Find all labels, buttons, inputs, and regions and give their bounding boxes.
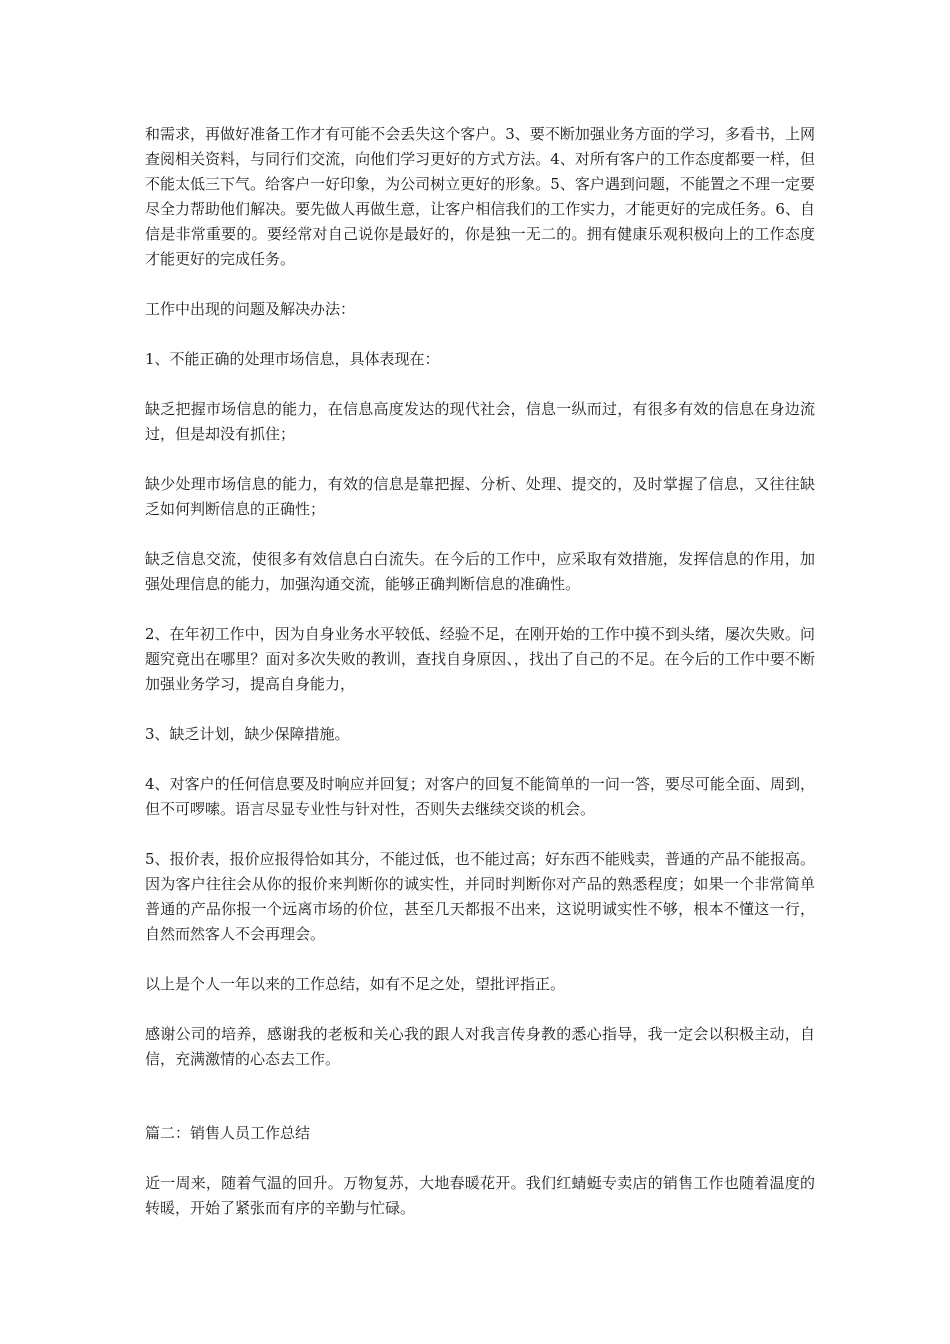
paragraph-problem-3: 3、缺乏计划，缺少保障措施。 bbox=[145, 725, 350, 743]
paragraph-summary: 以上是个人一年以来的工作总结，如有不足之处，望批评指正。 bbox=[145, 975, 566, 993]
paragraph-problem-1-detail-c: 缺乏信息交流，使很多有效信息白白流失。在今后的工作中，应采取有效措施，发挥信息的作用，加强处理信息的能力，加强沟通交流，能够正确判断信息的准确性。 bbox=[145, 550, 815, 593]
paragraph-thanks: 感谢公司的培养，感谢我的老板和关心我的跟人对我言传身教的悉心指导，我一定会以积极主动，自信，充满激情的心态去工作。 bbox=[145, 1025, 815, 1068]
document-body bbox=[145, 122, 815, 1246]
section-heading-part-two: 篇二：销售人员工作总结 bbox=[145, 1124, 311, 1142]
paragraph-problem-1: 1、不能正确的处理市场信息，具体表现在： bbox=[145, 350, 440, 368]
paragraph-part-two-intro: 近一周来，随着气温的回升。万物复苏，大地春暖花开。我们红蜻蜓专卖店的销售工作也随着温度的转暖，开始了紧张而有序的辛勤与忙碌。 bbox=[145, 1174, 815, 1217]
paragraph-problems-heading: 工作中出现的问题及解决办法： bbox=[145, 300, 356, 318]
paragraph-problem-4: 4、对客户的任何信息要及时响应并回复；对客户的回复不能简单的一问一答，要尽可能全面、周到，但不可啰嗦。语言尽显专业性与针对性，否则失去继续交谈的机会。 bbox=[145, 775, 815, 818]
paragraph-problem-2: 2、在年初工作中，因为自身业务水平较低、经验不足，在刚开始的工作中摸不到头绪，屡次失败。问题究竟出在哪里？面对多次失败的教训，查找自身原因、，找出了自己的不足。在今后的工作中要不断加强业务学习，提高自身能力， bbox=[145, 625, 815, 693]
paragraph-intro-continued: 和需求，再做好准备工作才有可能不会丢失这个客户。3、要不断加强业务方面的学习，多看书，上网查阅相关资料，与同行们交流，向他们学习更好的方式方法。4、对所有客户的工作态度都要一样，但不能太低三下气。给客户一好印象，为公司树立更好的形象。5、客户遇到问题，不能置之不理一定要尽全力帮助他们解决。要先做人再做生意，让客户相信我们的工作实力，才能更好的完成任务。6、自信是非常重要的。要经常对自己说你是最好的，你是独一无二的。拥有健康乐观积极向上的工作态度才能更好的完成任务。 bbox=[145, 125, 815, 268]
paragraph-problem-1-detail-b: 缺少处理市场信息的能力，有效的信息是靠把握、分析、处理、提交的，及时掌握了信息，又往往缺乏如何判断信息的正确性； bbox=[145, 475, 815, 518]
paragraph-problem-1-detail-a: 缺乏把握市场信息的能力，在信息高度发达的现代社会，信息一纵而过，有很多有效的信息在身边流过，但是却没有抓住； bbox=[145, 400, 815, 443]
paragraph-problem-5: 5、报价表，报价应报得恰如其分，不能过低，也不能过高；好东西不能贱卖，普通的产品不能报高。因为客户往往会从你的报价来判断你的诚实性，并同时判断你对产品的熟悉程度；如果一个非常简单普通的产品你报一个远离市场的价位，甚至几天都报不出来，这说明诚实性不够，根本不懂这一行，自然而然客人不会再理会。 bbox=[145, 850, 815, 943]
